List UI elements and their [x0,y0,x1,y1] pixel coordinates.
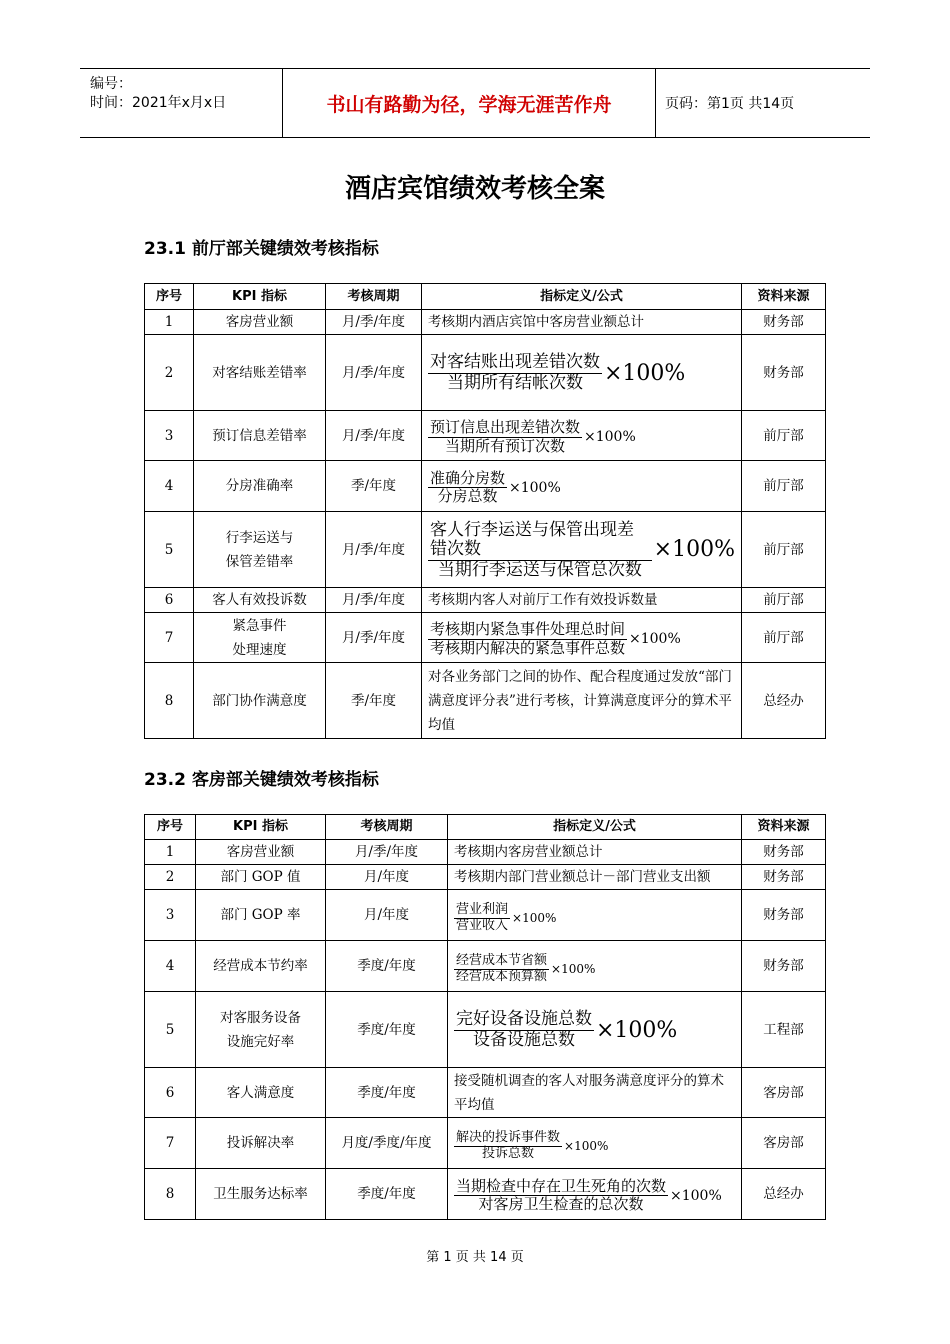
formula-multiplier: ×100% [653,537,735,563]
formula-numerator: 营业利润 [456,901,509,917]
time-label: 时间：2021年x月x日 [90,95,227,111]
definition-formula [448,1169,742,1220]
assessment-period: 月/季/年度 [326,335,422,411]
formula-numerator: 当期检查中存在卫生死角的次数 [456,1176,667,1195]
definition-formula [422,613,742,663]
section-title-front-office: 23.1 前厅部关键绩效考核指标 [144,239,379,259]
kpi-table-front-office [144,283,826,739]
kpi-name-line: 行李运送与 [225,529,294,546]
column-header: 资料来源 [742,284,826,310]
definition-formula [448,992,742,1068]
formula-numerator: 经营成本节省额 [456,952,548,968]
formula-denominator: 当期所有结帐次数 [447,373,583,393]
definition-formula [448,890,742,941]
kpi-name-line: 客房营业额 [225,314,294,330]
formula-denominator: 考核期内解决的紧急事件总数 [430,638,626,657]
column-header: 资料来源 [742,815,826,840]
formula-denominator: 分房总数 [437,487,498,505]
table-row [145,613,826,663]
formula-denominator: 对客房卫生检查的总次数 [478,1195,644,1213]
table-row [145,992,826,1068]
definition-text: 考核期内客人对前厅工作有效投诉数量 [428,592,658,608]
column-header: 指标定义/公式 [422,284,742,310]
definition-formula [422,310,742,335]
number-label: 编号： [90,76,132,92]
row-number: 2 [145,865,196,890]
row-number: 3 [145,890,196,941]
kpi-name [194,411,326,461]
formula-multiplier: ×100% [584,429,636,445]
fraction [454,1131,562,1162]
definition-text: 考核期内酒店宾馆中客房营业额总计 [428,314,644,330]
assessment-period: 月/季/年度 [326,613,422,663]
table-row [145,840,826,865]
table-row [145,1068,826,1118]
formula-denominator: 经营成本预算额 [456,968,548,984]
document-title: 酒店宾馆绩效考核全案 [344,174,605,204]
column-header: 指标定义/公式 [448,815,742,840]
table-row [145,588,826,613]
fraction [428,470,507,506]
data-source: 财务部 [742,335,826,411]
row-number: 4 [145,941,196,992]
assessment-period: 月/年度 [326,890,448,941]
data-source: 前厅部 [742,461,826,512]
formula-numerator: 客人行李运送与保管出现差错次数 [428,521,652,561]
kpi-name-line: 处理速度 [232,641,287,658]
formula [428,353,685,393]
column-header: 序号 [145,284,194,310]
row-number: 2 [145,335,194,411]
assessment-period: 月/季/年度 [326,411,422,461]
table-row [145,411,826,461]
definition-formula [422,461,742,512]
kpi-name [196,1169,326,1220]
kpi-name [194,335,326,411]
formula-numerator: 对客结账出现差错次数 [430,352,600,373]
formula-numerator: 解决的投诉事件数 [456,1129,561,1145]
row-number: 6 [145,1068,196,1118]
column-header: KPI 指标 [194,284,326,310]
definition-formula [448,1068,742,1118]
formula-multiplier: ×100% [596,1017,678,1043]
kpi-name-line: 客人满意度 [226,1084,295,1101]
data-source: 工程部 [742,992,826,1068]
kpi-name-line: 部门 GOP 值 [220,869,301,885]
data-source: 前厅部 [742,613,826,663]
formula-multiplier: ×100% [512,911,557,925]
definition-text: 考核期内部门营业额总计－部门营业支出额 [454,869,711,885]
column-header: KPI 指标 [196,815,326,840]
kpi-name-line: 部门 GOP 率 [220,907,301,923]
kpi-name [196,890,326,941]
kpi-name [194,310,326,335]
kpi-name [196,840,326,865]
definition-formula [422,663,742,739]
kpi-name-line: 经营成本节约率 [213,958,308,974]
kpi-name-line: 客人有效投诉数 [212,592,307,608]
kpi-name-line: 部门协作满意度 [212,692,307,709]
table-row [145,310,826,335]
assessment-period: 月/季/年度 [326,310,422,335]
table-row [145,512,826,588]
data-source: 总经办 [742,663,826,739]
kpi-name-line: 对客结账差错率 [212,364,307,381]
formula-numerator: 预订信息出现差错次数 [430,418,581,437]
assessment-period: 季/年度 [326,663,422,739]
fraction [454,903,510,934]
assessment-period: 月/季/年度 [326,840,448,865]
formula [454,954,595,985]
formula-denominator: 投诉总数 [482,1145,535,1161]
formula-denominator: 营业收入 [456,917,509,933]
assessment-period: 季度/年度 [326,941,448,992]
formula-numerator: 考核期内紧急事件处理总时间 [430,620,626,639]
assessment-period: 月/季/年度 [326,588,422,613]
data-source: 前厅部 [742,588,826,613]
assessment-period: 季度/年度 [326,1068,448,1118]
kpi-name-line: 客房营业额 [226,844,295,860]
formula-multiplier: ×100% [564,1139,609,1153]
data-source: 财务部 [742,941,826,992]
document-header [80,68,870,138]
page-footer: 第 1 页 共 14 页 [426,1250,524,1265]
kpi-name-line: 对客服务设备 [220,1009,301,1026]
assessment-period: 季度/年度 [326,992,448,1068]
definition-formula [422,335,742,411]
row-number: 7 [145,613,194,663]
kpi-name [194,588,326,613]
motto: 书山有路勤为径，学海无涯苦作舟 [326,93,612,116]
table-row [145,461,826,512]
kpi-table-housekeeping [144,814,826,1220]
kpi-name-line: 预订信息差错率 [212,427,307,444]
row-number: 3 [145,411,194,461]
page-info: 页码：第1页 共14页 [665,96,795,112]
kpi-name-line: 设施完好率 [226,1033,295,1050]
header-motto-cell [282,69,656,137]
formula [454,1178,722,1214]
formula [428,419,636,455]
fraction [428,353,602,393]
kpi-name [196,1068,326,1118]
formula-numerator: 准确分房数 [430,468,506,487]
row-number: 4 [145,461,194,512]
formula-multiplier: ×100% [604,360,686,386]
row-number: 8 [145,1169,196,1220]
data-source: 前厅部 [742,411,826,461]
row-number: 1 [145,840,196,865]
data-source: 财务部 [742,865,826,890]
fraction [428,521,652,581]
header-page-cell [655,69,870,137]
table-row [145,1118,826,1169]
kpi-name-line: 保管差错率 [225,553,294,570]
data-source: 总经办 [742,1169,826,1220]
definition-formula [422,588,742,613]
formula-denominator: 当期所有预订次数 [445,436,566,455]
fraction [454,1010,594,1050]
kpi-name [194,613,326,663]
formula-multiplier: ×100% [670,1187,722,1204]
definition-formula [448,840,742,865]
table-row [145,865,826,890]
column-header: 考核周期 [326,284,422,310]
formula-denominator: 设备设施总数 [473,1030,575,1050]
formula-numerator: 完好设备设施总数 [456,1009,592,1030]
kpi-name [196,1118,326,1169]
row-number: 1 [145,310,194,335]
section-title-housekeeping: 23.2 客房部关键绩效考核指标 [144,770,379,790]
kpi-name [196,865,326,890]
table-row [145,335,826,411]
formula [454,903,556,934]
formula-multiplier: ×100% [509,479,561,496]
row-number: 7 [145,1118,196,1169]
table-header-row [145,815,826,840]
table-row [145,663,826,739]
definition-text: 考核期内客房营业额总计 [454,844,603,860]
kpi-name-line: 卫生服务达标率 [213,1186,308,1202]
table-row [145,1169,826,1220]
formula-denominator: 当期行李运送与保管总次数 [437,559,642,580]
data-source: 客房部 [742,1118,826,1169]
kpi-name-line: 分房准确率 [225,478,294,494]
row-number: 8 [145,663,194,739]
fraction [428,419,582,455]
assessment-period: 月度/季度/年度 [326,1118,448,1169]
formula [428,521,735,581]
assessment-period: 月/季/年度 [326,512,422,588]
definition-formula [422,512,742,588]
kpi-name [196,992,326,1068]
data-source: 财务部 [742,310,826,335]
data-source: 财务部 [742,890,826,941]
definition-formula [448,865,742,890]
formula [454,1010,677,1050]
data-source: 财务部 [742,840,826,865]
definition-text: 接受随机调查的客人对服务满意度评分的算术平均值 [454,1072,724,1113]
data-source: 客房部 [742,1068,826,1118]
column-header: 序号 [145,815,196,840]
table-row [145,890,826,941]
kpi-name [194,663,326,739]
formula [428,621,681,657]
formula [454,1131,608,1162]
data-source: 前厅部 [742,512,826,588]
definition-formula [448,941,742,992]
definition-formula [448,1118,742,1169]
kpi-name [194,512,326,588]
table-header-row [145,284,826,310]
formula-multiplier: ×100% [629,631,681,647]
fraction [454,1178,668,1214]
header-meta [80,69,282,137]
kpi-name-line: 紧急事件 [232,617,287,634]
assessment-period: 季度/年度 [326,1169,448,1220]
definition-formula [422,411,742,461]
row-number: 5 [145,512,194,588]
assessment-period: 季/年度 [326,461,422,512]
assessment-period: 月/年度 [326,865,448,890]
row-number: 5 [145,992,196,1068]
column-header: 考核周期 [326,815,448,840]
fraction [454,954,549,985]
kpi-name [194,461,326,512]
formula [428,470,561,506]
formula-multiplier: ×100% [551,962,596,976]
table-row [145,941,826,992]
definition-text: 对各业务部门之间的协作、配合程度通过发放“部门满意度评分表”进行考核，计算满意度评分的算术平均值 [428,668,732,733]
kpi-name [196,941,326,992]
kpi-name-line: 投诉解决率 [226,1135,295,1151]
row-number: 6 [145,588,194,613]
fraction [428,621,627,657]
